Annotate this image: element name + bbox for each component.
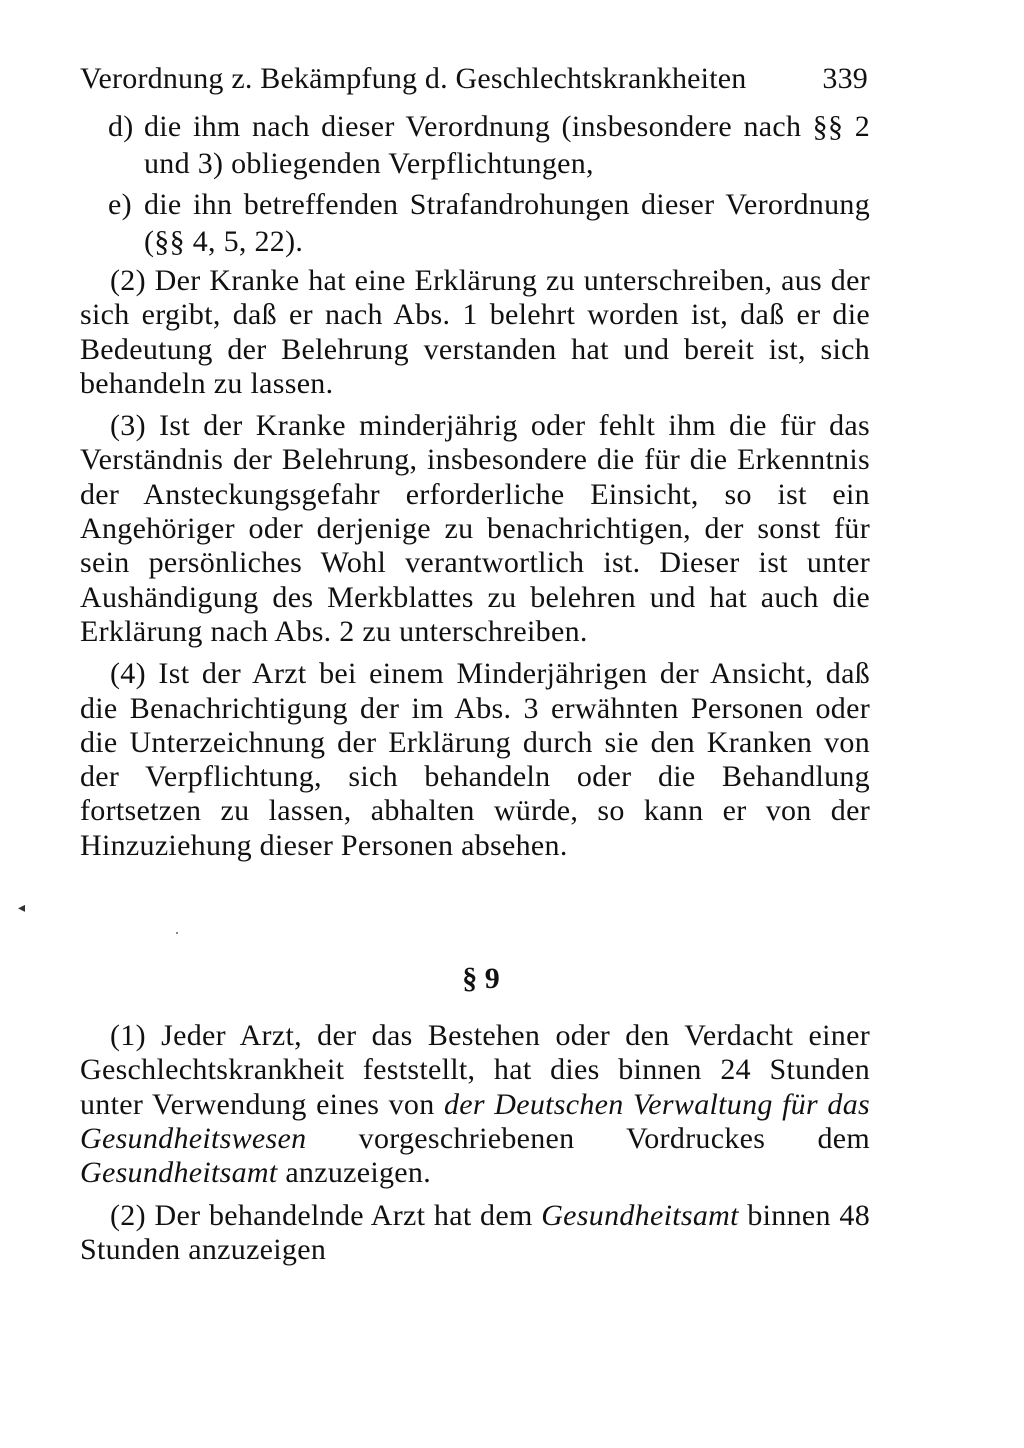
running-title: Verordnung z. Bekämpfung d. Geschlechtskrankheiten: [80, 62, 747, 95]
text-run: vorgeschriebenen Vordruckes dem: [306, 1121, 870, 1155]
list-item: [108, 108, 870, 182]
document-page: [80, 56, 870, 1275]
paragraph-2: (2) Der Kranke hat eine Erklärung zu unterschreiben, aus der sich ergibt, daß er nach Abs. 1 belehrt worden ist, daß er die Bedeutung der Belehrung verstanden hat und bereit ist, sich behandeln zu lassen.: [80, 264, 870, 400]
paragraph-3: (3) Ist der Kranke minderjährig oder fehlt ihm die für das Verständnis der Belehrung, insbesondere die für die Erkenntnis der Ansteckungsgefahr erforderliche Einsicht, so ist ein Angehöriger oder derjenige zu benachrichtigen, der sonst für sein persönliches Wohl verantwortlich ist. Dieser ist unter Aushändigung des Merkblattes zu belehren und hat auch die Erklärung nach Abs. 2 zu unterschreiben.: [80, 409, 870, 648]
text-run: binnen 48 Stunden anzuzeigen: [80, 1198, 870, 1266]
list-marker: d): [108, 110, 134, 143]
paragraph-4: (4) Ist der Arzt bei einem Minderjährigen der Ansicht, daß die Benachrichtigung der im Abs. 3 erwähnten Personen oder die Unterzeichnung der Erklärung durch sie den Kranken von der Verpflichtung, sich behandeln oder die Behandlung fortsetzen zu lassen, abhalten würde, so kann er von der Hinzuziehung dieser Personen absehen.: [80, 657, 870, 862]
list-item-text: die ihn betreffenden Strafandrohungen dieser Verordnung (§§ 4, 5, 22).: [144, 188, 870, 258]
page-number: 339: [822, 62, 868, 95]
list-marker: e): [108, 188, 132, 221]
margin-mark: ◂: [18, 901, 26, 916]
running-header: [80, 56, 870, 102]
section-paragraph-1: [80, 1019, 870, 1190]
scan-speck: [176, 932, 178, 934]
italic-text: Gesundheitsamt: [541, 1198, 739, 1232]
list-item: [108, 186, 870, 260]
text-run: anzuzeigen.: [277, 1156, 432, 1190]
list-item-text: die ihm nach dieser Verordnung (insbesondere nach §§ 2 und 3) obliegenden Verpflichtungen,: [144, 110, 870, 180]
text-run: (2) Der behandelnde Arzt hat dem: [110, 1198, 542, 1232]
section-paragraph-2: [80, 1199, 870, 1268]
text-run: (1) Jeder Arzt, der das Bestehen oder den Verdacht einer Geschlechtskrankheit feststellt, hat dies binnen 24 Stunden unter Verwendung eines von: [80, 1019, 870, 1121]
italic-text: Gesundheitsamt: [80, 1156, 278, 1190]
section-heading: § 9: [462, 962, 500, 996]
italic-text: der Deutschen Verwaltung für das Gesundheitswesen: [80, 1087, 870, 1155]
